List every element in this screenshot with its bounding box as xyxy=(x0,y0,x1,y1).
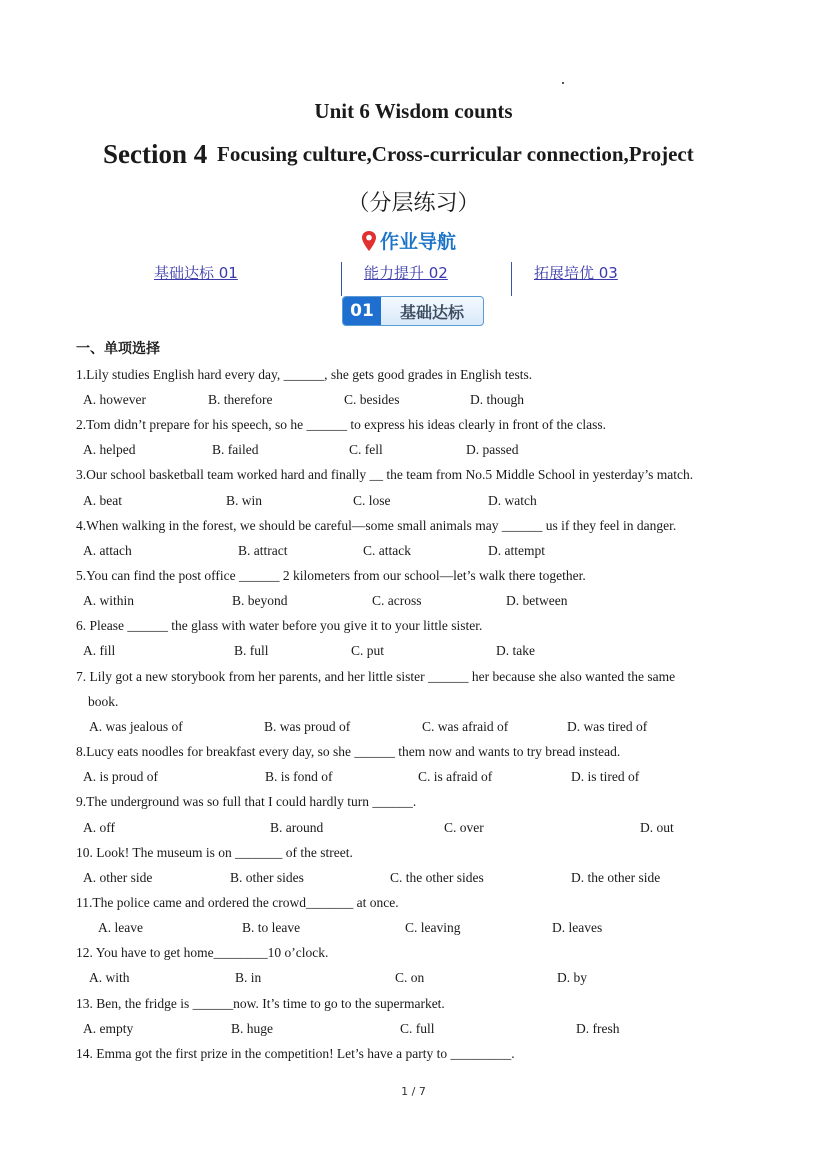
question-text: 11.The police came and ordered the crowd_______ at once. xyxy=(76,895,399,910)
question-text: 8.Lucy eats noodles for breakfast every day, so she ______ them now and wants to try bread instead. xyxy=(76,744,621,759)
option[interactable]: D. watch xyxy=(488,493,537,508)
option[interactable]: C. the other sides xyxy=(390,870,484,885)
option[interactable]: D. leaves xyxy=(552,920,603,935)
question-text: 13. Ben, the fridge is ______now. It’s time to go to the supermarket. xyxy=(76,996,445,1011)
option[interactable]: C. attack xyxy=(363,543,411,558)
question-text: 5.You can find the post office ______ 2 kilometers from our school—let’s walk there together. xyxy=(76,568,586,583)
option[interactable]: A. was jealous of xyxy=(89,719,183,734)
option[interactable]: D. fresh xyxy=(576,1021,620,1036)
section-badge xyxy=(342,296,484,326)
nav-link-basic[interactable]: 基础达标 01 xyxy=(154,264,238,282)
option[interactable]: C. was afraid of xyxy=(422,719,509,734)
option[interactable]: B. to leave xyxy=(242,920,301,935)
page-number: 1 / 7 xyxy=(401,1085,426,1098)
part-title: 一、单项选择 xyxy=(76,341,160,357)
option[interactable]: A. empty xyxy=(83,1021,134,1036)
option[interactable]: D. attempt xyxy=(488,543,545,558)
option[interactable]: C. across xyxy=(372,593,422,608)
option[interactable]: D. was tired of xyxy=(567,719,648,734)
option[interactable]: A. with xyxy=(89,970,130,985)
option[interactable]: D. take xyxy=(496,643,535,658)
question-text: 6. Please ______ the glass with water before you give it to your little sister. xyxy=(76,618,483,633)
option[interactable]: C. on xyxy=(395,970,425,985)
option[interactable]: B. around xyxy=(270,820,324,835)
option[interactable]: B. full xyxy=(234,643,269,658)
unit-title: Unit 6 Wisdom counts xyxy=(314,99,513,123)
option[interactable]: B. attract xyxy=(238,543,288,558)
option[interactable]: C. put xyxy=(351,643,385,658)
option[interactable]: D. the other side xyxy=(571,870,661,885)
option[interactable]: A. helped xyxy=(83,442,136,457)
question-text: 9.The underground was so full that I could hardly turn ______. xyxy=(76,794,417,809)
nav-divider xyxy=(341,262,342,296)
option[interactable]: B. is fond of xyxy=(265,769,333,784)
option[interactable]: D. is tired of xyxy=(571,769,640,784)
option[interactable]: A. leave xyxy=(98,920,143,935)
option[interactable]: B. other sides xyxy=(230,870,304,885)
stray-dot xyxy=(562,82,564,84)
subtitle: （分层练习） xyxy=(347,191,480,216)
location-pin-icon xyxy=(361,230,377,252)
option[interactable]: A. within xyxy=(83,593,135,608)
option[interactable]: D. between xyxy=(506,593,568,608)
question-text: 7. Lily got a new storybook from her parents, and her little sister ______ her because she also wanted the same xyxy=(76,669,676,684)
option[interactable]: A. fill xyxy=(83,643,116,658)
option[interactable]: D. by xyxy=(557,970,587,985)
option[interactable]: C. leaving xyxy=(405,920,461,935)
homework-nav-heading xyxy=(361,227,456,254)
homework-nav-title: 作业导航 xyxy=(380,231,457,253)
question-text: 4.When walking in the forest, we should be careful—some small animals may ______ us if they feel in danger. xyxy=(76,518,677,533)
question-text: 12. You have to get home________10 o’clock. xyxy=(76,945,329,960)
option[interactable]: B. win xyxy=(226,493,263,508)
question-text-continued: book. xyxy=(88,694,119,709)
option[interactable]: B. huge xyxy=(231,1021,273,1036)
question-text: 1.Lily studies English hard every day, ______, she gets good grades in English tests. xyxy=(76,367,533,382)
nav-divider xyxy=(511,262,512,296)
option[interactable]: B. therefore xyxy=(208,392,273,407)
option[interactable]: A. other side xyxy=(83,870,153,885)
option[interactable]: B. failed xyxy=(212,442,259,457)
option[interactable]: C. fell xyxy=(349,442,383,457)
badge-label: 基础达标 xyxy=(399,302,464,322)
question-text: 14. Emma got the first prize in the competition! Let’s have a party to _________. xyxy=(76,1046,515,1061)
option[interactable]: D. though xyxy=(470,392,524,407)
option[interactable]: C. lose xyxy=(353,493,391,508)
option[interactable]: C. full xyxy=(400,1021,435,1036)
option[interactable]: B. beyond xyxy=(232,593,288,608)
option[interactable]: B. in xyxy=(235,970,262,985)
question-text: 10. Look! The museum is on _______ of the street. xyxy=(76,845,353,860)
option[interactable]: A. however xyxy=(83,392,146,407)
option[interactable]: A. off xyxy=(83,820,115,835)
option[interactable]: C. over xyxy=(444,820,484,835)
option[interactable]: A. is proud of xyxy=(83,769,158,784)
section-label: Section 4 xyxy=(103,139,208,169)
option[interactable]: A. attach xyxy=(83,543,132,558)
option[interactable]: B. was proud of xyxy=(264,719,351,734)
option[interactable]: C. besides xyxy=(344,392,400,407)
question-text: 3.Our school basketball team worked hard and finally __ the team from No.5 Middle School in yesterday’s match. xyxy=(76,467,694,482)
badge-number: 01 xyxy=(343,297,381,325)
nav-link-improve[interactable]: 能力提升 02 xyxy=(364,264,448,282)
option[interactable]: D. passed xyxy=(466,442,519,457)
nav-link-extend[interactable]: 拓展培优 03 xyxy=(534,264,618,282)
option[interactable]: A. beat xyxy=(83,493,122,508)
question-text: 2.Tom didn’t prepare for his speech, so he ______ to express his ideas clearly in front of the class. xyxy=(76,417,607,432)
option[interactable]: D. out xyxy=(640,820,674,835)
section-topics: Focusing culture,Cross-curricular connection,Project xyxy=(217,142,694,166)
option[interactable]: C. is afraid of xyxy=(418,769,493,784)
